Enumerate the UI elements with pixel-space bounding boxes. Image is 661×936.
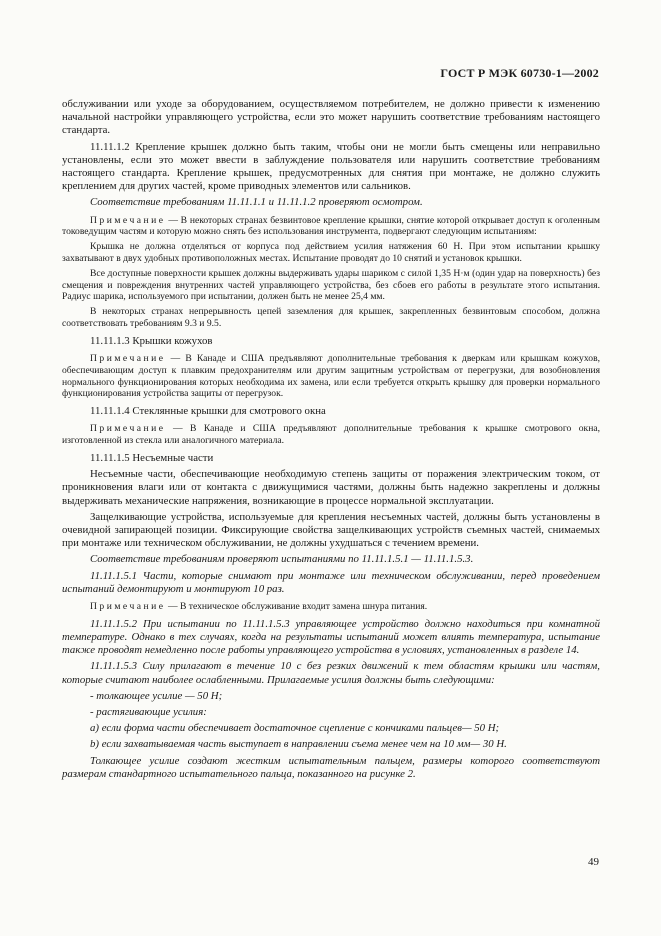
paragraph-13 [62, 468, 600, 508]
paragraph-text: - толкающее усилие — 50 Н; [90, 689, 223, 702]
paragraph-text: 11.11.1.5 Несъемные части [90, 451, 214, 464]
paragraph-20 [62, 690, 600, 703]
paragraph-16 [62, 570, 600, 596]
paragraph-14 [62, 511, 600, 551]
paragraph-7 [62, 306, 600, 330]
paragraph-5 [62, 241, 600, 265]
paragraph-text: — В Канаде и США предъявляют дополнительные требования к крышке смотрового окна, изготовленной из стекла или аналогичного материала. [62, 423, 600, 447]
paragraph-text: Несъемные части, обеспечивающие необходимую степень защиты от поражения электрическим током, от проникновения влаги или от контакта с движущимися частями, должны быть надежно закреплены и должны выдерживать механические напряжения, возникающие в процессе нормальной эксплуатации. [62, 468, 600, 507]
paragraph-text: 11.11.1.4 Стеклянные крышки для смотрового окна [90, 405, 326, 418]
page-number: 49 [588, 856, 599, 868]
paragraph-22 [62, 722, 600, 735]
paragraph-text: — В техническое обслуживание входит замена шнура питания. [165, 601, 428, 613]
paragraph-11 [62, 423, 600, 447]
note-label: Примечание [90, 423, 166, 435]
paragraph-17 [62, 601, 600, 613]
paragraph-4 [62, 215, 600, 239]
paragraph-text: Крышка не должна отделяться от корпуса под действием усилия натяжения 60 Н. При этом испытании крышку захватывают в двух удобных противоположных местах. Испытание проводят до 10 снятий и установок крышки. [62, 241, 600, 265]
paragraph-text: обслуживании или уходе за оборудованием, осуществляемом потребителем, не должно привести к изменению начальной настройки управляющего устройства, если это может нарушить соответствие требованиям настоящего стандарта. [62, 98, 600, 137]
paragraph-text: b) если захватываемая часть выступает в направлении съема менее чем на 10 мм— 30 Н. [90, 738, 507, 751]
paragraph-text: — В некоторых странах безвинтовое крепление крышки, снятие которой открывает доступ к оголенным токоведущим частям и которую можно снять без использования инструмента, подвергают следующим испытаниям: [62, 214, 600, 238]
paragraph-18 [62, 618, 600, 658]
paragraph-text: 11.11.1.5.2 При испытании по 11.11.1.5.3 управляющее устройство должно находиться при комнатной температуре. Однако в тех случаях, когда на результаты испытаний может влиять температура, испытание также проводят немедленно после работы управляющего устройства в условиях, установленных в разделе 14. [62, 617, 600, 657]
paragraph-10 [62, 405, 600, 418]
paragraph-text: Соответствие требованиям проверяют испытаниями по 11.11.1.5.1 — 11.11.1.5.3. [90, 553, 474, 566]
paragraph-2 [62, 141, 600, 194]
paragraph-text: 11.11.1.5.3 Силу прилагают в течение 10 с без резких движений к тем областям крышки или частям, которые считают наиболее ослабленными. Прилагаемые усилия должны быть следующими: [62, 660, 600, 686]
paragraph-19 [62, 660, 600, 686]
paragraph-text: Защелкивающие устройства, используемые для крепления несъемных частей, должны быть установлены в очевидной запирающей позиции. Фиксирующие свойства защелкивающих устройств съемных частей, снимаемых при монтаже или техническом обслуживании, не должны ухудшаться с течением времени. [62, 510, 600, 550]
paragraph-text: а) если форма части обеспечивает достаточное сцепление с кончиками пальцев— 50 Н; [90, 722, 500, 735]
note-label: Примечание [90, 214, 166, 226]
paragraph-text: — В Канаде и США предъявляют дополнительные требования к дверкам или крышкам кожухов, обеспечивающим доступ к плавким предохранителям или другим защитным устройствам от перегрузки, для возобновления нормального функционирования которых необходима их замена, или если требуется открыть крышку для проверки нормального функционирования устройства защиты от перегрузок. [62, 353, 600, 400]
paragraph-15 [62, 553, 600, 566]
paragraph-1 [62, 98, 600, 138]
paragraph-text: В некоторых странах непрерывность цепей заземления для крышек, закрепленных безвинтовым способом, должна соответствовать требованиям 9.3 и 9.5. [62, 306, 600, 329]
paragraph-text: Толкающее усилие создают жестким испытательным пальцем, размеры которого соответствуют размерам стандартного испытательного пальца, показанного на рисунке 2. [62, 754, 600, 780]
paragraph-text: Все доступные поверхности крышек должны выдерживать удары шариком с силой 1,35 Н·м (один удар на поверхность) без смещения и повреждения внутренних частей управляющего устройства, без сбоев его работы в результате этого испытания. Радиус шарика, используемого при испытании, должен быть не менее 25,4 мм. [62, 267, 600, 303]
paragraph-3 [62, 196, 600, 209]
paragraph-23 [62, 738, 600, 751]
paragraph-text: 11.11.1.5.1 Части, которые снимают при монтаже или техническом обслуживании, перед проведением испытаний демонтируют и монтируют 10 раз. [62, 569, 600, 595]
note-label: Примечание [90, 353, 166, 364]
paragraph-12 [62, 452, 600, 465]
paragraph-text: 11.11.1.2 Крепление крышек должно быть таким, чтобы они не могли быть смещены или неправильно установлены, если это может ввести в заблуждение пользователя или нарушить соответствие требованиям настоящего стандарта. Крепление крышек, предусмотренных для снятия при монтаже, не должно служить креплением для других частей, кроме приводных элементов или сальников. [62, 140, 600, 193]
note-label: Примечание [90, 601, 166, 613]
paragraph-21 [62, 706, 600, 719]
paragraph-24 [62, 755, 600, 781]
paragraph-8 [62, 335, 600, 348]
doc-body [62, 98, 600, 784]
paragraph-9 [62, 353, 600, 400]
doc-header-code: ГОСТ Р МЭК 60730-1—2002 [440, 66, 599, 80]
paragraph-text: Соответствие требованиям 11.11.1.1 и 11.11.1.2 проверяют осмотром. [90, 196, 423, 209]
paragraph-text: - растягивающие усилия: [90, 706, 207, 719]
paragraph-text: 11.11.1.3 Крышки кожухов [90, 334, 213, 347]
paragraph-6 [62, 268, 600, 303]
